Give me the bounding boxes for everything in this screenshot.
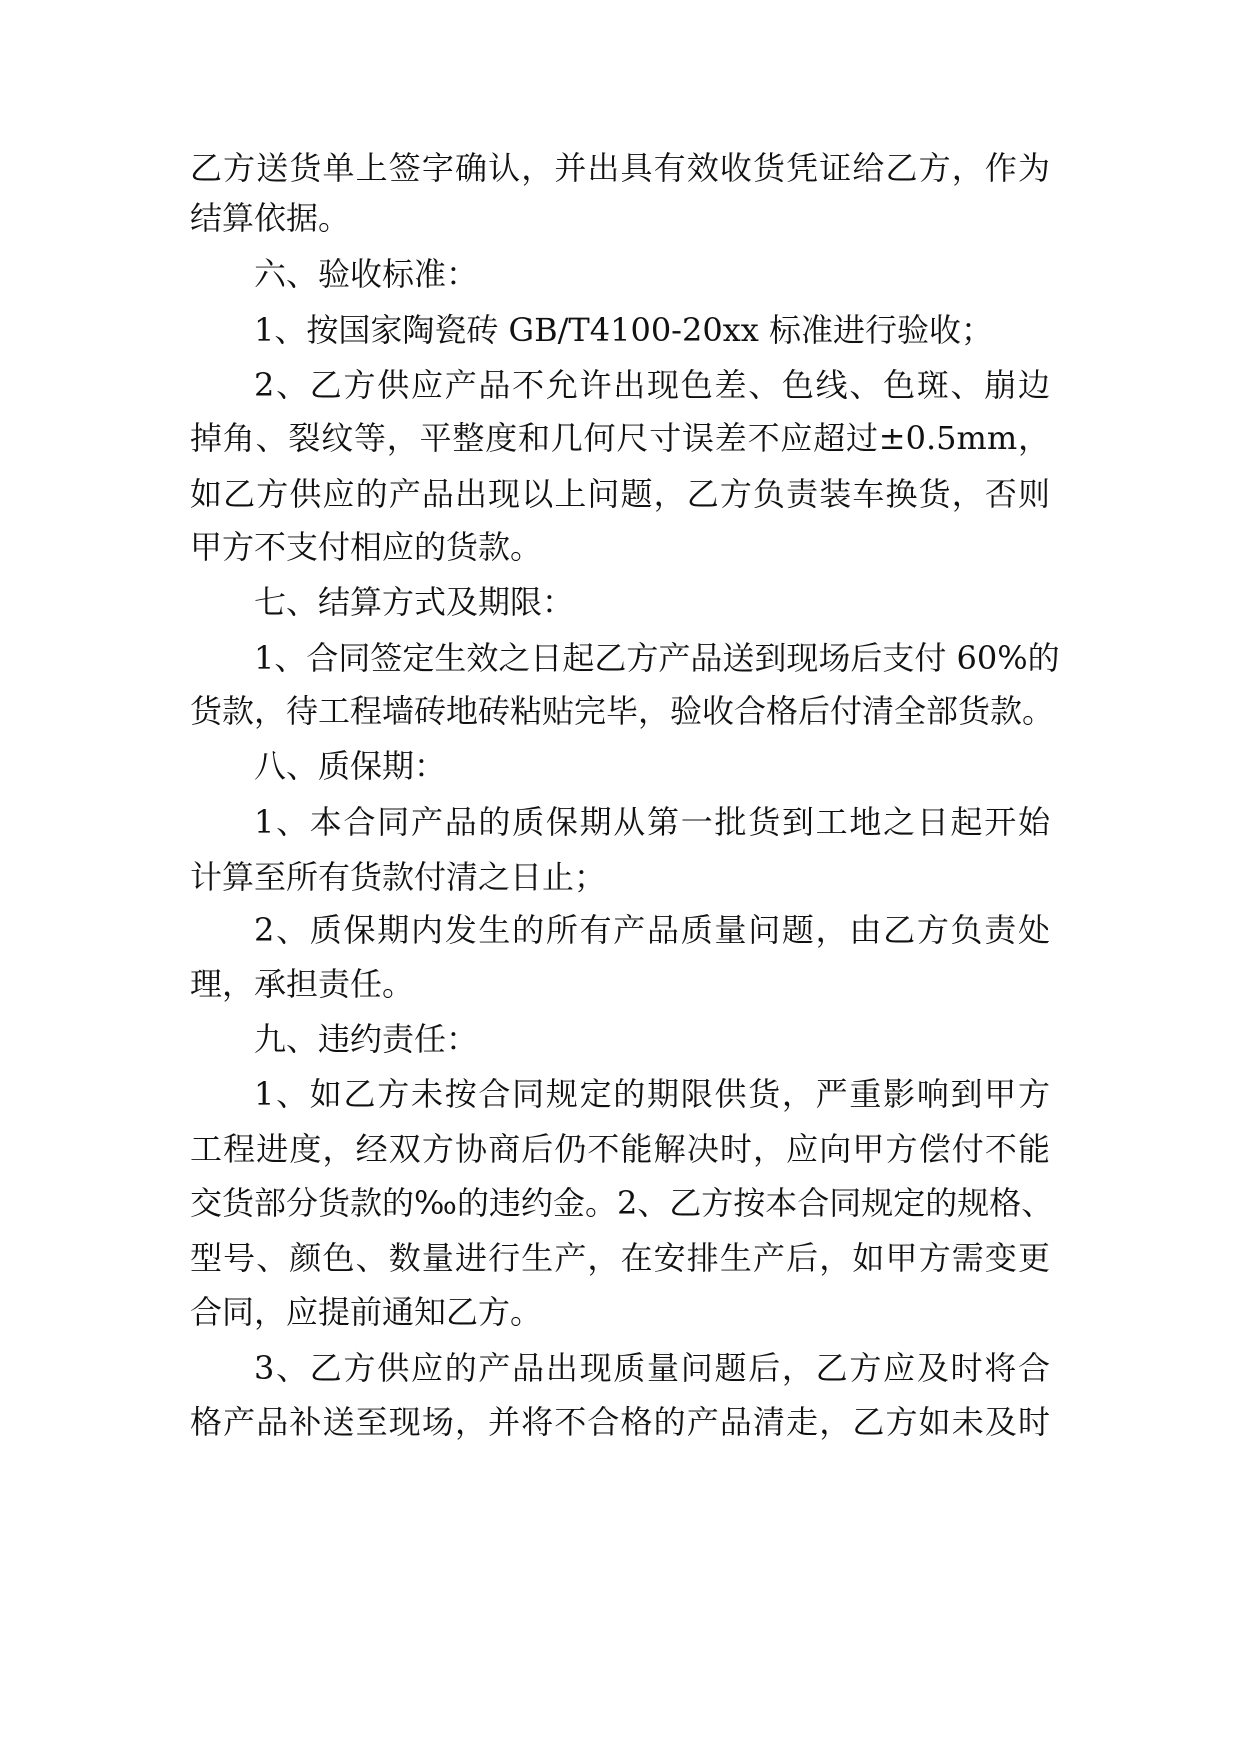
text-line: 格产品补送至现场，并将不合格的产品清走，乙方如未及时 xyxy=(190,1403,1050,1441)
text-line: 1、按国家陶瓷砖 GB/T4100-20xx 标准进行验收； xyxy=(254,311,993,349)
text-line: 合同，应提前通知乙方。 xyxy=(190,1293,543,1331)
text-line: 掉角、裂纹等，平整度和几何尺寸误差不应超过±0.5mm， xyxy=(190,419,1050,457)
text-line: 工程进度，经双方协商后仍不能解决时，应向甲方偿付不能 xyxy=(190,1130,1050,1168)
text-line: 计算至所有货款付清之日止； xyxy=(190,858,607,896)
text-line: 交货部分货款的‰的违约金。2、乙方按本合同规定的规格、 xyxy=(190,1184,1054,1222)
text-line: 1、合同签定生效之日起乙方产品送到现场后支付 60%的 xyxy=(254,639,1060,677)
text-line: 理，承担责任。 xyxy=(190,965,415,1003)
section-heading: 八、质保期： xyxy=(254,747,447,785)
section-heading: 六、验收标准： xyxy=(254,255,479,293)
text-line: 3、乙方供应的产品出现质量问题后，乙方应及时将合 xyxy=(254,1349,1050,1387)
text-line: 甲方不支付相应的货款。 xyxy=(190,528,543,566)
section-heading: 七、结算方式及期限： xyxy=(254,583,575,621)
text-line: 型号、颜色、数量进行生产，在安排生产后，如甲方需变更 xyxy=(190,1239,1050,1277)
text-line: 1、如乙方未按合同规定的期限供货，严重影响到甲方 xyxy=(254,1075,1050,1113)
section-heading: 九、违约责任： xyxy=(254,1020,479,1058)
text-line: 货款，待工程墙砖地砖粘贴完毕，验收合格后付清全部货款。 xyxy=(190,692,1055,730)
text-line: 结算依据。 xyxy=(190,199,351,237)
text-line: 1、本合同产品的质保期从第一批货到工地之日起开始 xyxy=(254,803,1050,841)
text-line: 2、乙方供应产品不允许出现色差、色线、色斑、崩边 xyxy=(254,366,1050,404)
text-line: 乙方送货单上签字确认，并出具有效收货凭证给乙方，作为 xyxy=(190,149,1050,187)
text-line: 2、质保期内发生的所有产品质量问题，由乙方负责处 xyxy=(254,911,1050,949)
text-line: 如乙方供应的产品出现以上问题，乙方负责装车换货，否则 xyxy=(190,475,1050,513)
